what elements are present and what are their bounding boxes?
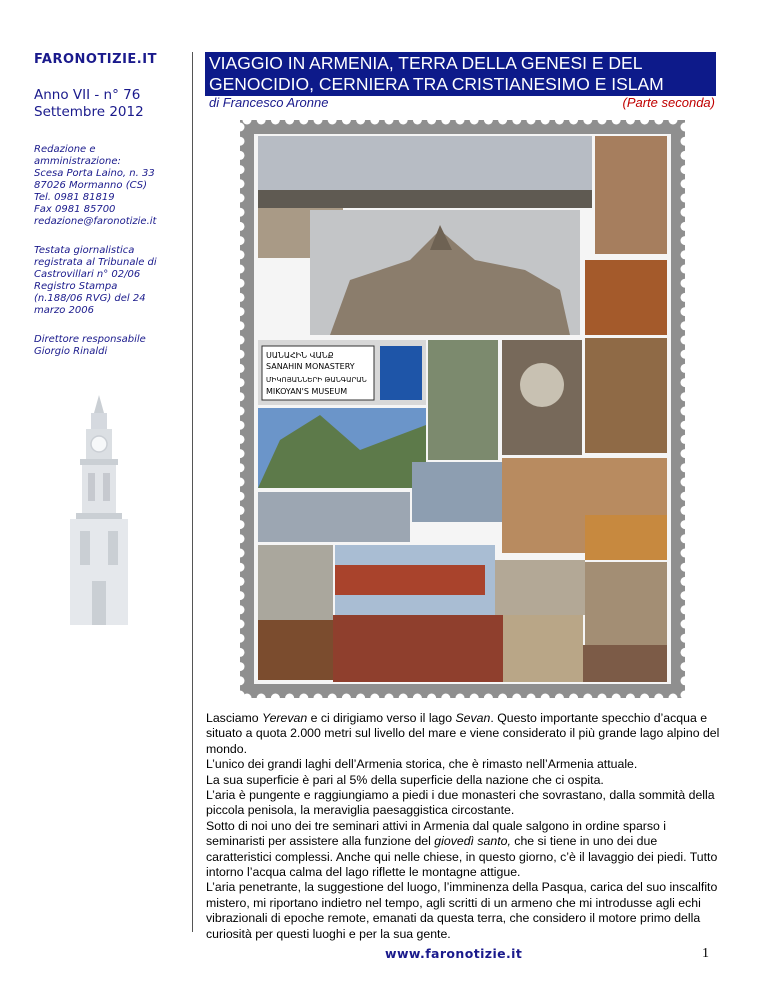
italic-term: giovedì santo, xyxy=(434,834,511,849)
photo-bread xyxy=(585,515,667,560)
text-run: Lasciamo xyxy=(206,711,263,725)
stamp-photo-collage xyxy=(240,120,685,698)
masthead-title: FARONOTIZIE.IT xyxy=(34,52,157,67)
registration-info xyxy=(34,245,184,317)
part-label: (Parte seconda) xyxy=(622,95,715,110)
redazione-line: Redazione e xyxy=(34,144,96,155)
redazione-tel: Tel. 0981 81819 xyxy=(34,192,115,203)
sign-line-3: ՄԻԿՈՅԱՆՆԵՐԻ ԹԱՆԳԱՐԱՆ xyxy=(266,376,367,384)
redazione-line: amministrazione: xyxy=(34,156,121,167)
redazione-info xyxy=(34,144,184,228)
photo-sausages xyxy=(583,645,667,682)
article-title xyxy=(205,52,716,96)
italic-term: Sevan xyxy=(455,711,491,725)
photo-women-group xyxy=(495,560,585,615)
text-run: che si tiene in uno dei due caratteristici complessi. Anche qui nelle chiese, in questo giorno, c’è il lavaggio dei piedi. Tutto intorno l’acqua calma del lago riflette le montagne attigue. xyxy=(206,834,718,880)
article-body xyxy=(206,711,726,942)
photo-wooden-balcony xyxy=(585,338,667,453)
bell-tower-illustration xyxy=(58,395,140,625)
italic-term: Yerevan xyxy=(262,711,308,725)
registration-line: registrata al Tribunale di xyxy=(34,257,157,268)
redazione-email[interactable]: redazione@faronotizie.it xyxy=(34,216,157,227)
redazione-city: 87026 Mormanno (CS) xyxy=(34,180,148,191)
sign-line-4: MIKOYAN'S MUSEUM xyxy=(266,387,348,396)
photo-market-stall xyxy=(258,620,333,680)
registration-line: Castrovillari n° 02/06 xyxy=(34,269,141,280)
article-paragraph-1 xyxy=(206,711,726,757)
article-paragraph-6: L’aria penetrante, la suggestione del luogo, l’imminenza della Pasqua, carica del suo inscalfito mistero, mi riportano indietro nel tempo, agli scritti di un armeno che mi introdusse agli echi vibrazionali di epoche remote, emanati da questa terra, che considero il motore primo della curiosità per questi luoghi e per la sua gente. xyxy=(206,880,718,941)
photo-old-bus xyxy=(585,260,667,335)
article-paragraph-3: La sua superficie è pari al 5% della superficie della nazione che ci ospita. xyxy=(206,772,604,787)
title-line: GENOCIDIO, CERNIERA TRA CRISTIANESIMO E ISLAM xyxy=(209,74,664,94)
footer-website-link[interactable]: www.faronotizie.it xyxy=(385,946,523,961)
director-info xyxy=(34,334,184,358)
text-run: e ci dirigiamo verso il lago xyxy=(307,711,456,725)
photo-statue xyxy=(428,340,498,460)
sidebar xyxy=(34,52,184,358)
photo-jet-fighter xyxy=(412,462,502,522)
photo-woman-at-fountain xyxy=(258,545,333,620)
article-paragraph-5 xyxy=(206,819,726,881)
photo-dried-fruit xyxy=(333,615,503,682)
redazione-address: Scesa Porta Laino, n. 33 xyxy=(34,168,155,179)
article-paragraph-4: L’aria è pungente e raggiungiamo a piedi i due monasteri che sovrastano, dalla sommità della piccola penisola, la meraviglia paesaggistica circostante. xyxy=(206,788,715,818)
issue-date: Settembre 2012 xyxy=(34,104,144,120)
sign-line-2: SANAHIN MONASTERY xyxy=(266,362,355,371)
page-number: 1 xyxy=(702,946,709,961)
registration-line: Testata giornalistica xyxy=(34,245,135,256)
text-run: Sotto di noi uno dei tre seminari attivi in Armenia dal quale salgono in ordine sparso i seminaristi per assistere alla funzione del xyxy=(206,818,667,849)
photo-mig-plane xyxy=(258,492,410,542)
byline xyxy=(209,95,715,110)
column-divider xyxy=(192,52,193,932)
director-name: Giorgio Rinaldi xyxy=(34,346,108,357)
registration-line: (n.188/06 RVG) del 24 xyxy=(34,293,146,304)
photo-carved-stone xyxy=(595,136,667,254)
registration-line: marzo 2006 xyxy=(34,305,94,316)
article-paragraph-2: L’unico dei grandi laghi dell’Armenia storica, che è rimasto nell’Armenia attuale. xyxy=(206,757,638,772)
photo-vendor-woman xyxy=(503,615,583,682)
sign-line-1: ՍԱՆԱՀԻՆ ՎԱՆՔ xyxy=(266,351,334,360)
issue-number: Anno VII - n° 76 xyxy=(34,87,141,103)
author: di Francesco Aronne xyxy=(209,95,329,110)
redazione-fax: Fax 0981 85700 xyxy=(34,204,116,215)
text-run: . Questo importante specchio d’acqua e situato a quota 2.000 metri sul livello del mare e viene considerato il più grande lago alpino del mondo. xyxy=(206,711,720,756)
director-label: Direttore responsabile xyxy=(34,334,146,345)
title-line: VIAGGIO IN ARMENIA, TERRA DELLA GENESI E DEL xyxy=(209,53,643,73)
registration-line: Registro Stampa xyxy=(34,281,118,292)
photo-stone-cross xyxy=(585,562,667,647)
